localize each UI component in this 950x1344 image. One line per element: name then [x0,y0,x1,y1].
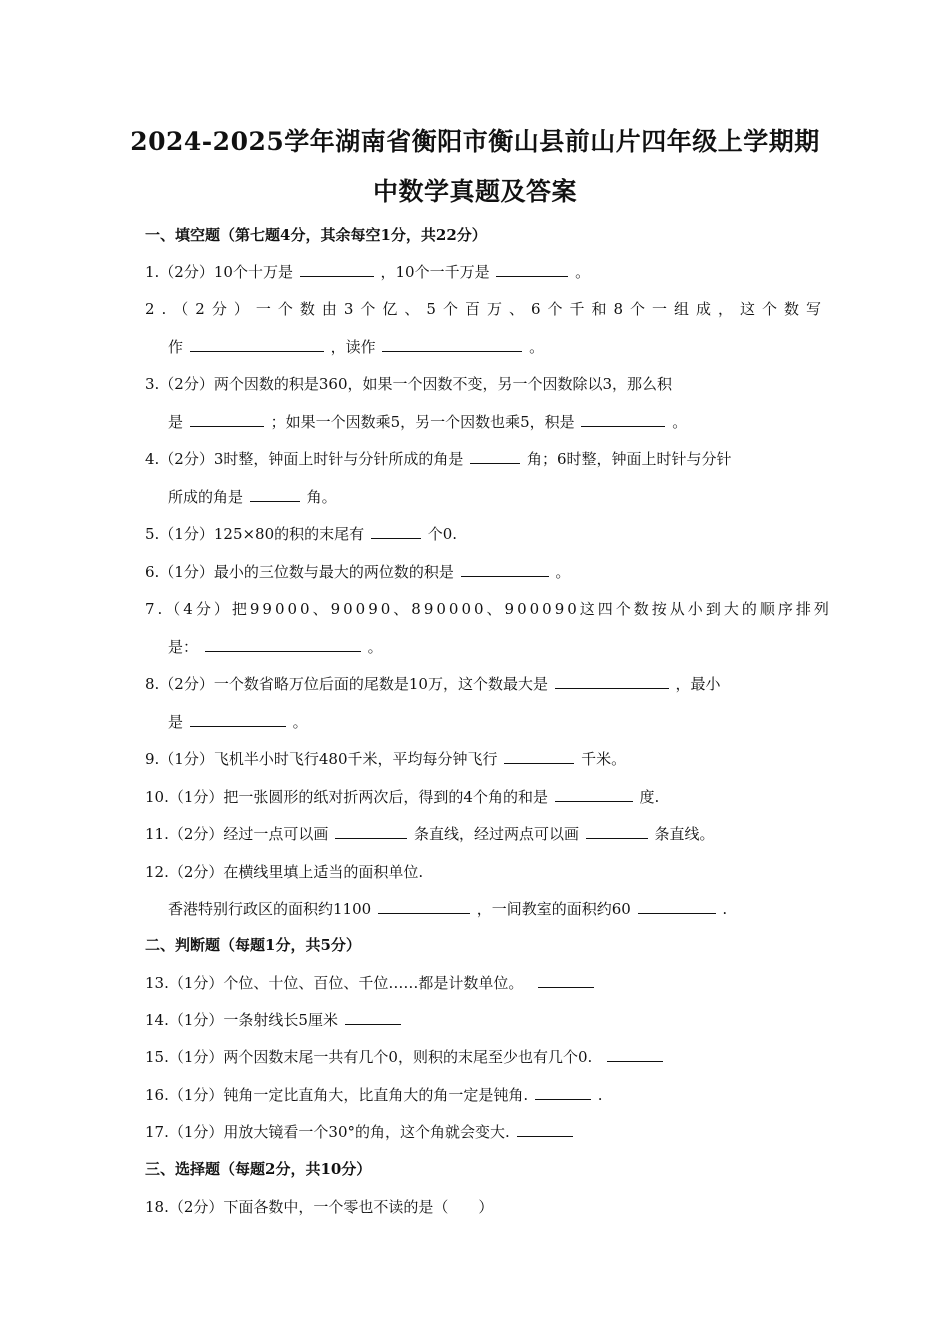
question-8-continued [168,711,308,732]
question-9 [145,748,626,769]
question-3 [145,373,672,394]
question-text: 条直线，经过两点可以画 [413,825,579,843]
answer-blank[interactable] [607,1046,663,1062]
question-text: 条直线。 [654,825,715,843]
question-text: 作 [168,338,184,356]
answer-blank[interactable] [300,261,374,277]
question-2-continued [168,336,544,357]
answer-blank[interactable] [378,898,470,914]
question-5 [145,523,457,544]
question-12-continued [168,898,727,919]
question-2 [145,298,828,319]
question-text: 12.（2分）在横线里填上适当的面积单位. [145,863,424,881]
question-text: 度. [639,788,660,806]
question-text: 14.（1分）一条射线长5厘米 [145,1011,338,1029]
question-text: 个0. [427,525,458,543]
question-text: 6.（1分）最小的三位数与最大的两位数的积是 [145,563,454,581]
question-text: 15.（1分）两个因数末尾一共有几个0，则积的末尾至少也有几个0. [145,1048,593,1066]
question-text: 5.（1分）125×80的积的末尾有 [145,525,365,543]
question-4 [145,448,732,469]
answer-blank[interactable] [535,1084,591,1100]
answer-blank[interactable] [335,823,407,839]
question-7-continued [168,636,383,657]
question-6 [145,561,570,582]
question-17 [145,1121,575,1142]
answer-blank[interactable] [205,636,361,652]
question-4-continued [168,486,337,507]
question-text: 3.（2分）两个因数的积是360，如果一个因数不变，另一个因数除以3，那么积 [145,375,673,393]
question-text: 。 [555,563,571,581]
question-text: 13.（1分）个位、十位、百位、千位……都是计数单位。 [145,974,524,992]
question-11 [145,823,715,844]
answer-blank[interactable] [581,411,665,427]
question-text: 。 [672,413,688,431]
question-1 [145,261,590,282]
question-text: 角。 [306,488,337,506]
document-title-line-1: 2024-2025学年湖南省衡阳市衡山县前山片四年级上学期期 [130,127,820,156]
question-text: ，读作 [330,338,376,356]
question-12 [145,861,423,882]
question-text: ，10个一千万是 [380,263,490,281]
answer-blank[interactable] [504,748,574,764]
question-18 [145,1196,493,1217]
answer-blank[interactable] [586,823,648,839]
question-text: 。 [529,338,545,356]
question-text: 。 [575,263,591,281]
question-text: 10.（1分）把一张圆形的纸对折两次后，得到的4个角的和是 [145,788,548,806]
question-13 [145,972,596,993]
question-text: 是 [168,713,184,731]
answer-blank[interactable] [555,786,633,802]
document-title-line-2: 中数学真题及答案 [372,177,577,206]
question-text: 16.（1分）钝角一定比直角大，比直角大的角一定是钝角. [145,1086,529,1104]
question-text: 17.（1分）用放大镜看一个30°的角，这个角就会变大. [145,1123,510,1141]
question-text: 11.（2分）经过一点可以画 [145,825,329,843]
question-16 [145,1084,603,1105]
question-text: 1.（2分）10个十万是 [145,263,293,281]
question-text: 角；6时整，钟面上时针与分针 [526,450,732,468]
question-7 [145,598,832,619]
question-text: ，最小 [675,675,721,693]
answer-blank[interactable] [190,411,264,427]
question-8 [145,673,721,694]
section-heading-fill-blank: 一、填空题（第七题4分，其余每空1分，共22分） [145,226,487,244]
section-heading-multiple-choice: 三、选择题（每题2分，共10分） [145,1160,372,1178]
question-14 [145,1009,403,1030]
question-text: 4.（2分）3时整，钟面上时针与分针所成的角是 [145,450,464,468]
answer-blank[interactable] [345,1009,401,1025]
question-3-continued [168,411,687,432]
section-heading-true-false: 二、判断题（每题1分，共5分） [145,936,361,954]
answer-blank[interactable] [555,673,669,689]
question-text: 。 [292,713,308,731]
question-text: 9.（1分）飞机半小时飞行480千米，平均每分钟飞行 [145,750,498,768]
answer-blank[interactable] [371,523,421,539]
answer-blank[interactable] [190,336,324,352]
question-text: 千米。 [581,750,627,768]
answer-blank[interactable] [250,486,300,502]
question-text: ；如果一个因数乘5，另一个因数也乘5，积是 [270,413,575,431]
question-text: 。 [367,638,383,656]
question-text: . [597,1086,603,1104]
question-text: . [722,900,728,918]
answer-blank[interactable] [538,972,594,988]
question-text: 7.（4分）把99000、90090、890000、900090这四个数按从小到大的顺序排列 [145,600,832,618]
answer-blank[interactable] [382,336,522,352]
answer-blank[interactable] [496,261,568,277]
answer-blank[interactable] [470,448,520,464]
question-text: 18.（2分）下面各数中，一个零也不读的是（ ） [145,1198,494,1216]
question-text: 2.（2分）一个数由3个亿、5个百万、6个千和8个一组成，这个数写 [145,300,829,318]
question-text: 是： [168,638,199,656]
question-text: ，一间教室的面积约60 [476,900,631,918]
question-15 [145,1046,665,1067]
question-text: 所成的角是 [168,488,244,506]
question-text: 8.（2分）一个数省略万位后面的尾数是10万，这个数最大是 [145,675,548,693]
question-text: 香港特别行政区的面积约1100 [168,900,372,918]
answer-blank[interactable] [461,561,549,577]
question-text: 是 [168,413,184,431]
answer-blank[interactable] [638,898,716,914]
answer-blank[interactable] [517,1121,573,1137]
question-10 [145,786,659,807]
answer-blank[interactable] [190,711,286,727]
